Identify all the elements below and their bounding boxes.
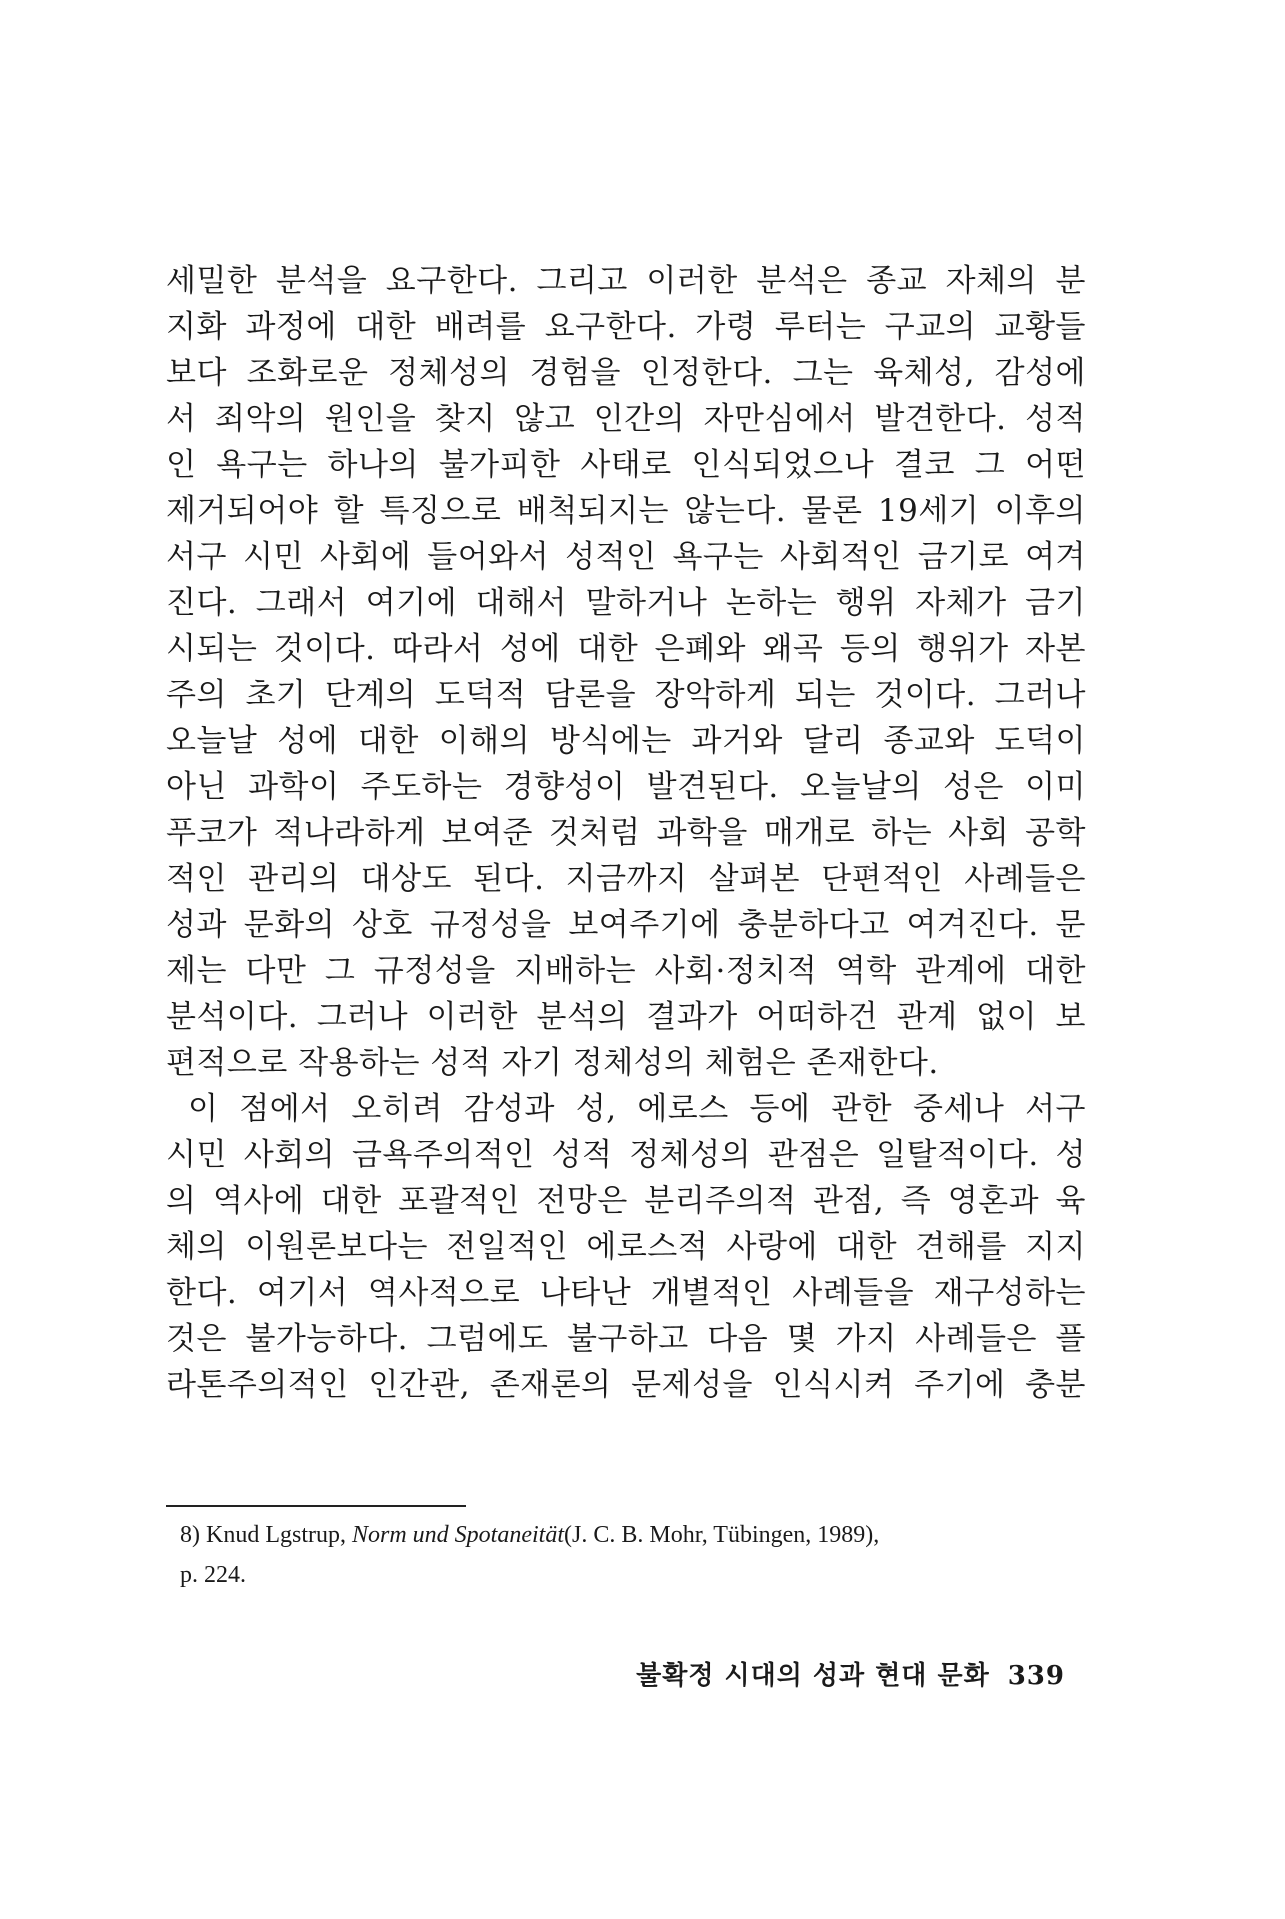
body-line: 체의 이원론보다는 전일적인 에로스적 사랑에 대한 견해를 지지	[166, 1229, 1086, 1265]
footnote-marker: 8)	[180, 1522, 200, 1548]
body-line: 한다. 여기서 역사적으로 나타난 개별적인 사례들을 재구성하는	[166, 1275, 1086, 1311]
body-line: 성과 문화의 상호 규정성을 보여주기에 충분하다고 여겨진다. 문	[166, 907, 1086, 943]
body-line: 것은 불가능하다. 그럼에도 불구하고 다음 몇 가지 사례들은 플	[166, 1321, 1086, 1357]
running-footer-title: 불확정 시대의 성과 현대 문화	[636, 1661, 990, 1691]
running-footer	[618, 1655, 1065, 1692]
body-line: 서구 시민 사회에 들어와서 성적인 욕구는 사회적인 금기로 여겨	[166, 539, 1086, 575]
body-line: 진다. 그래서 여기에 대해서 말하거나 논하는 행위 자체가 금기	[166, 585, 1086, 621]
body-line: 서 죄악의 원인을 찾지 않고 인간의 자만심에서 발견한다. 성적	[166, 401, 1086, 437]
body-line: 의 역사에 대한 포괄적인 전망은 분리주의적 관점, 즉 영혼과 육	[166, 1183, 1086, 1219]
body-line: 라톤주의적인 인간관, 존재론의 문제성을 인식시켜 주기에 충분	[166, 1367, 1086, 1403]
body-line: 지화 과정에 대한 배려를 요구한다. 가령 루터는 구교의 교황들	[166, 309, 1086, 345]
body-line: 보다 조화로운 정체성의 경험을 인정한다. 그는 육체성, 감성에	[166, 355, 1086, 391]
body-line: 시되는 것이다. 따라서 성에 대한 은폐와 왜곡 등의 행위가 자본	[166, 631, 1086, 667]
body-line: 오늘날 성에 대한 이해의 방식에는 과거와 달리 종교와 도덕이	[166, 723, 1086, 759]
body-line-paragraph-start: 이 점에서 오히려 감성과 성, 에로스 등에 관한 중세나 서구	[188, 1091, 1086, 1127]
body-line: 시민 사회의 금욕주의적인 성적 정체성의 관점은 일탈적이다. 성	[166, 1137, 1086, 1173]
body-line: 분석이다. 그러나 이러한 분석의 결과가 어떠하건 관계 없이 보	[166, 999, 1086, 1035]
body-line: 제거되어야 할 특징으로 배척되지는 않는다. 물론 19세기 이후의	[166, 493, 1086, 529]
body-line: 적인 관리의 대상도 된다. 지금까지 살펴본 단편적인 사례들은	[166, 861, 1086, 897]
body-text	[166, 258, 1086, 1408]
body-line-paragraph-end: 편적으로 작용하는 성적 자기 정체성의 체험은 존재한다.	[166, 1045, 939, 1081]
footnote-author: Knud Lgstrup,	[206, 1522, 346, 1548]
footnote-divider	[166, 1505, 466, 1507]
footnote-page: p. 224.	[180, 1562, 246, 1588]
page-number: 339	[1007, 1661, 1065, 1691]
body-line: 세밀한 분석을 요구한다. 그리고 이러한 분석은 종교 자체의 분	[166, 263, 1086, 299]
footnote-title: Norm und Spotaneität	[352, 1522, 565, 1548]
footnote-publisher: (J. C. B. Mohr, Tübingen, 1989),	[564, 1522, 880, 1548]
body-line: 제는 다만 그 규정성을 지배하는 사회·정치적 역학 관계에 대한	[166, 953, 1086, 989]
body-line: 인 욕구는 하나의 불가피한 사태로 인식되었으나 결코 그 어떤	[166, 447, 1086, 483]
body-line: 푸코가 적나라하게 보여준 것처럼 과학을 매개로 하는 사회 공학	[166, 815, 1086, 851]
footnote	[180, 1515, 1100, 1595]
body-line: 아닌 과학이 주도하는 경향성이 발견된다. 오늘날의 성은 이미	[166, 769, 1086, 805]
body-line: 주의 초기 단계의 도덕적 담론을 장악하게 되는 것이다. 그러나	[166, 677, 1086, 713]
